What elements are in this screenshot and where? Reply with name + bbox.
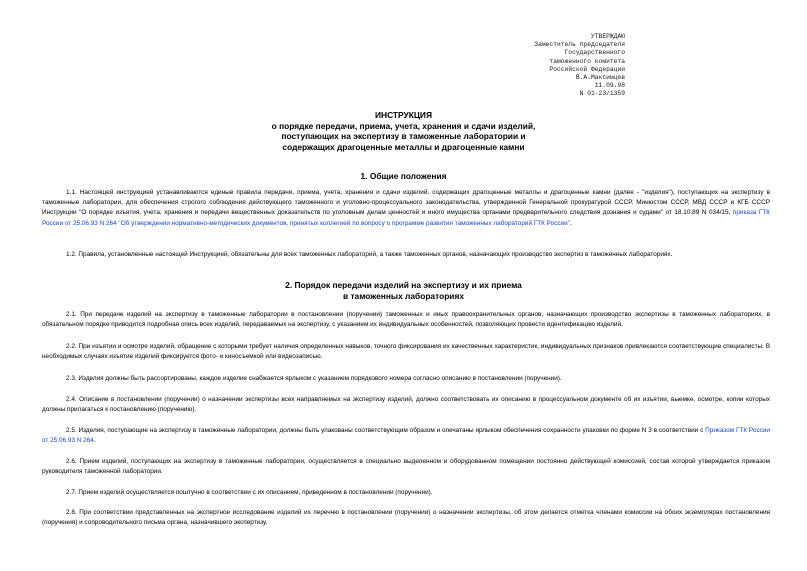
paragraph-2-6: 2.6. Прием изделий, поступающих на экспертизу в таможенные лаборатории, осуществляется в специально выделенном и оборудованном помещении постоянно действующей комиссией, состав которой утверждается приказом руководителя таможенной лаборатории. <box>42 458 770 476</box>
approval-line: Заместитель председателя <box>534 41 625 49</box>
title-line: ИНСТРУКЦИЯ <box>375 110 432 120</box>
approval-line: УТВЕРЖДАЮ <box>590 33 625 40</box>
approval-stamp <box>465 33 625 99</box>
title-line: содержащих драгоценные металлы и драгоценные камни <box>282 141 525 152</box>
paragraph-2-7: 2.7. Прием изделий осуществляется поштучно в соответствии с их описанием, приведенном в постановлении (поручении). <box>66 489 433 496</box>
paragraph-2-4: 2.4. Описание в постановлении (поручении) о назначении экспертизы всех направляемых на экспертизу изделий, должно соответствовать их описанию в процессуальном документе об их изъятии, выемке, осмотре, копии которых должны прилагаться к постановлению (поручению). <box>42 396 770 414</box>
paragraph-2-3: 2.3. Изделия должны быть рассортированы, каждое изделие снабжается ярлыком с указанием порядкового номера согласно описанию в постановлении (поручении). <box>66 375 562 382</box>
paragraph-2-2: 2.2. При изъятии и осмотре изделий, обращение с которыми требует наличия определенных навыков, точного фиксирования их качественных характеристик, индивидуальных признаков привлекаются соответствующие специалисты. В необходимых случаях изъятие изделий фиксируется фото- и киносъемкой или видеозаписью. <box>42 343 770 361</box>
title-line: поступающих на экспертизу в таможенные лаборатории и <box>281 131 526 141</box>
order-264-link[interactable]: приказа ГТК России от 25.06.93 N 264 "Об утверждении нормативно-методических документов, принятых коллегией по вопросу о программе развития таможенных лабораторий ГТК России" <box>42 209 770 227</box>
section-2-heading: 2. Порядок передачи изделий на экспертизу и их приема в таможенных лабораториях <box>285 280 522 301</box>
paragraph-1-2: 1.2. Правила, установленные настоящей Инструкцией, обязательны для всех таможенных лабораторий, а также таможенных органов, назначающих производство экспертиз в таможенных лабораториях. <box>66 251 673 258</box>
section-1-heading: 1. Общие положения <box>360 171 447 181</box>
title-line: о порядке передачи, приема, учета, хранения и сдачи изделий, <box>271 120 536 131</box>
approval-line: Государственного <box>564 49 625 57</box>
document-title <box>0 110 807 152</box>
approval-line: таможенного комитета <box>549 57 625 65</box>
paragraph-1-1: 1.1. Настоящей инструкцией устанавливаются единые правила передачи, приема, учета, хранения и сдачи изделий, содержащих драгоценные металлы и драгоценные камни (далее - "изделия"), поступающих на экспертизу в таможенные лаборатории, для обеспечения строгого соблюдения действующего таможенного и уголовно-процессуального законодательства, утвержденной Генеральной прокуратурой СССР, Минюстом СССР, МВД СССР и КГБ СССР Инструкции "О порядке изъятия, учета, хранения и передачи вещественных доказательств по уголовным делам ценностей и иного имущества органами предварительного следствия дознания и судами" от 18.10.89 N 034/15, приказа ГТК России от 25.06.93 N 264 "Об утверждении нормативно-методических документов, принятых коллегией по вопросу о программе развития таможенных лабораторий ГТК России". <box>42 189 770 227</box>
approval-line: Российской Федерации <box>549 65 625 73</box>
approval-line: N 01-23/1359 <box>579 90 625 98</box>
paragraph-2-5: 2.5. Изделия, поступающие на экспертизу в таможенные лаборатории, должны быть упакованы соответствующим образом и опечатаны ярлыком обеспечения сохранности упаковки по форме N 3 в соответствии с Приказом ГТК России от 25.06.93 N 264. <box>42 427 770 445</box>
order-264-link-2[interactable]: Приказом ГТК России от 25.06.93 N 264 <box>42 427 770 445</box>
paragraph-2-8: 2.8. При соответствии представленных на экспертное исследование изделий их перечню в постановлении (поручении) о назначении экспертизы, об этом делается отметка членами комиссии на обоих экземплярах постановления (поручения) и сопроводительного письма органа, назначившего экспертизу. <box>42 509 770 527</box>
paragraph-2-1: 2.1. При передаче изделий на экспертизу в таможенные лаборатории в постановлении (поручении) таможенных и иных правоохранительных органов, назначающих производство экспертизы в таможенных лабораториях, в обязательном порядке приводится подробная опись всех изделий, передаваемых на экспертизу, с указанием их индивидуальных особенностей, позволяющих провести идентификацию изделий. <box>42 311 770 329</box>
approval-line: 11.09.98 <box>594 82 625 90</box>
approval-line: В.А.Максимцев <box>575 74 625 82</box>
